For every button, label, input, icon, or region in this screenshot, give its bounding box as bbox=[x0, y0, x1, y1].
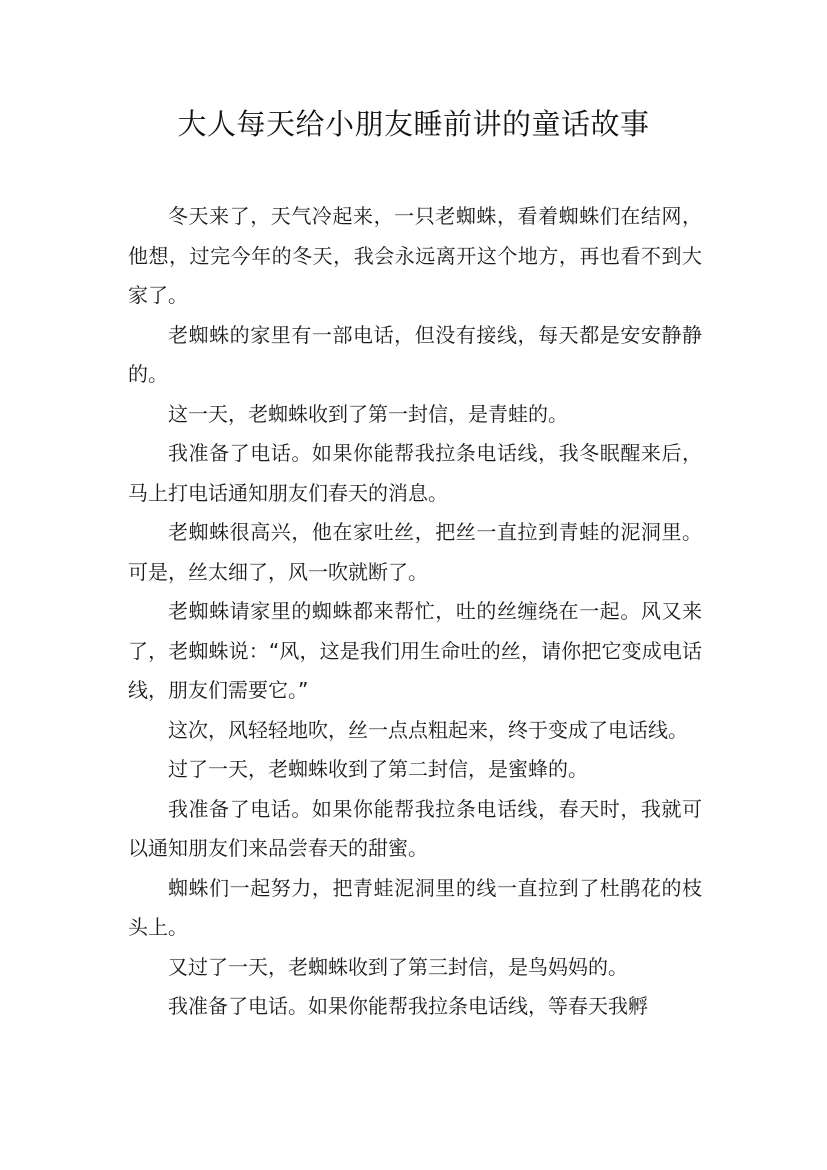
paragraph: 蜘蛛们一起努力，把青蛙泥洞里的线一直拉到了杜鹃花的枝头上。 bbox=[128, 875, 702, 939]
paragraph: 过了一天，老蜘蛛收到了第二封信，是蜜蜂的。 bbox=[168, 757, 588, 781]
paragraph: 这次，风轻轻地吹，丝一点点粗起来，终于变成了电话线。 bbox=[168, 717, 688, 742]
paragraph: 老蜘蛛很高兴，他在家吐丝，把丝一直拉到青蛙的泥洞里。可是，丝太细了，风一吹就断了。 bbox=[128, 520, 702, 584]
document-title: 大人每天给小朋友睡前讲的童话故事 bbox=[177, 107, 650, 141]
paragraph: 老蜘蛛的家里有一部电话，但没有接线，每天都是安安静静的。 bbox=[128, 322, 702, 386]
paragraph: 又过了一天，老蜘蛛收到了第三封信，是鸟妈妈的。 bbox=[168, 954, 628, 979]
paragraph: 冬天来了，天气冷起来，一只老蜘蛛，看着蜘蛛们在结网，他想，过完今年的冬天，我会永远离开这个地方，再也看不到大家了。 bbox=[128, 204, 702, 307]
paragraph: 我准备了电话。如果你能帮我拉条电话线，春天时，我就可以通知朋友们来品尝春天的甜蜜。 bbox=[128, 796, 702, 860]
paragraph: 我准备了电话。如果你能帮我拉条电话线，等春天我孵 bbox=[168, 994, 648, 1018]
paragraph: 这一天，老蜘蛛收到了第一封信，是青蛙的。 bbox=[168, 401, 568, 426]
paragraph: 老蜘蛛请家里的蜘蛛都来帮忙，吐的丝缠绕在一起。风又来了，老蜘蛛说：“风，这是我们用生命吐的丝，请你把它变成电话线，朋友们需要它。” bbox=[128, 599, 702, 702]
paragraph: 我准备了电话。如果你能帮我拉条电话线，我冬眠醒来后，马上打电话通知朋友们春天的消息。 bbox=[128, 441, 702, 505]
story-body bbox=[128, 197, 702, 1027]
